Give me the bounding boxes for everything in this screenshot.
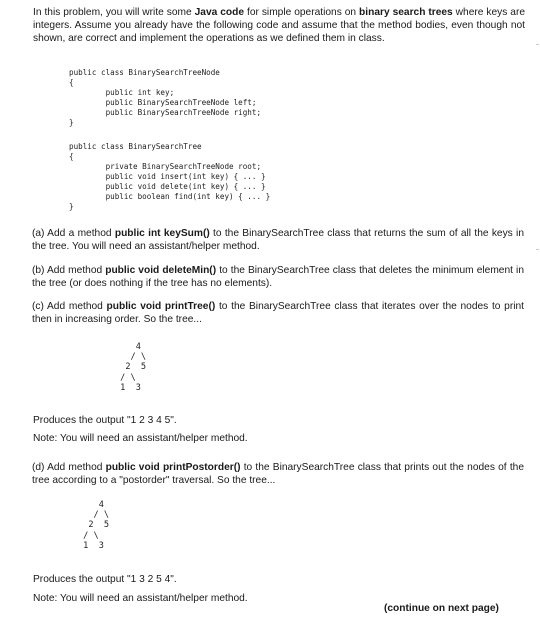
part-c-method: public void printTree()	[106, 301, 216, 312]
part-c-text-1: (c) Add method	[32, 301, 107, 312]
code-block-tree-class: public class BinarySearchTree { private BinarySearchTreeNode root; public void insert(int key) { ... } public void delete(int key) { ... } public boolean find(int key) { ... } }	[69, 142, 271, 211]
part-c-tree-diagram: 4 / \ 2 5 / \ 1 3	[120, 342, 147, 393]
page-edge-mark-bottom	[536, 249, 539, 250]
part-b-method: public void deleteMin()	[105, 265, 217, 276]
intro-bold-java-code: Java code	[194, 7, 245, 18]
part-b-paragraph	[32, 264, 524, 290]
part-a-paragraph	[32, 227, 524, 253]
part-c-paragraph	[32, 300, 524, 326]
part-c-output: Produces the output "1 2 3 4 5".	[33, 415, 177, 426]
part-b-text-2: to the BinarySearchTree class that deletes the minimum element in the tree (or does nothing if the tree has no elements).	[32, 265, 524, 289]
part-d-note: Note: You will need an assistant/helper method.	[33, 593, 248, 604]
part-d-paragraph	[32, 461, 524, 487]
part-d-text-2: to the BinarySearchTree class that prints out the nodes of the tree according to a "postorder" traversal. So the tree...	[32, 462, 524, 486]
intro-text-1: In this problem, you will write some	[33, 7, 195, 18]
part-d-method: public void printPostorder()	[105, 462, 241, 473]
code-block-node-class: public class BinarySearchTreeNode { public int key; public BinarySearchTreeNode left; public BinarySearchTreeNode right; }	[69, 68, 262, 127]
part-a-method: public int keySum()	[114, 228, 210, 239]
intro-bold-bst: binary search trees	[359, 7, 453, 18]
intro-text-2: for simple operations on	[244, 7, 360, 18]
page-edge-mark-top	[536, 44, 539, 45]
part-c-text-2: to the BinarySearchTree class that iterates over the nodes to print then in increasing order. So the tree...	[32, 301, 524, 325]
part-c-note: Note: You will need an assistant/helper method.	[33, 433, 248, 444]
part-d-tree-diagram: 4 / \ 2 5 / \ 1 3	[83, 500, 110, 551]
continue-label: (continue on next page)	[384, 603, 499, 614]
part-d-text-1: (d) Add method	[32, 462, 106, 473]
part-a-text-1: (a) Add a method	[32, 228, 115, 239]
intro-paragraph	[33, 6, 525, 45]
part-d-output: Produces the output "1 3 2 5 4".	[33, 574, 177, 585]
part-b-text-1: (b) Add method	[32, 265, 106, 276]
part-a-text-2: to the BinarySearchTree class that returns the sum of all the keys in the tree. You will need an assistant/helper method.	[32, 228, 524, 252]
intro-text-3: where keys are integers. Assume you already have the following code and assume that the method bodies, even though not shown, are correct and implement the operations as we defined them in class.	[33, 7, 526, 44]
